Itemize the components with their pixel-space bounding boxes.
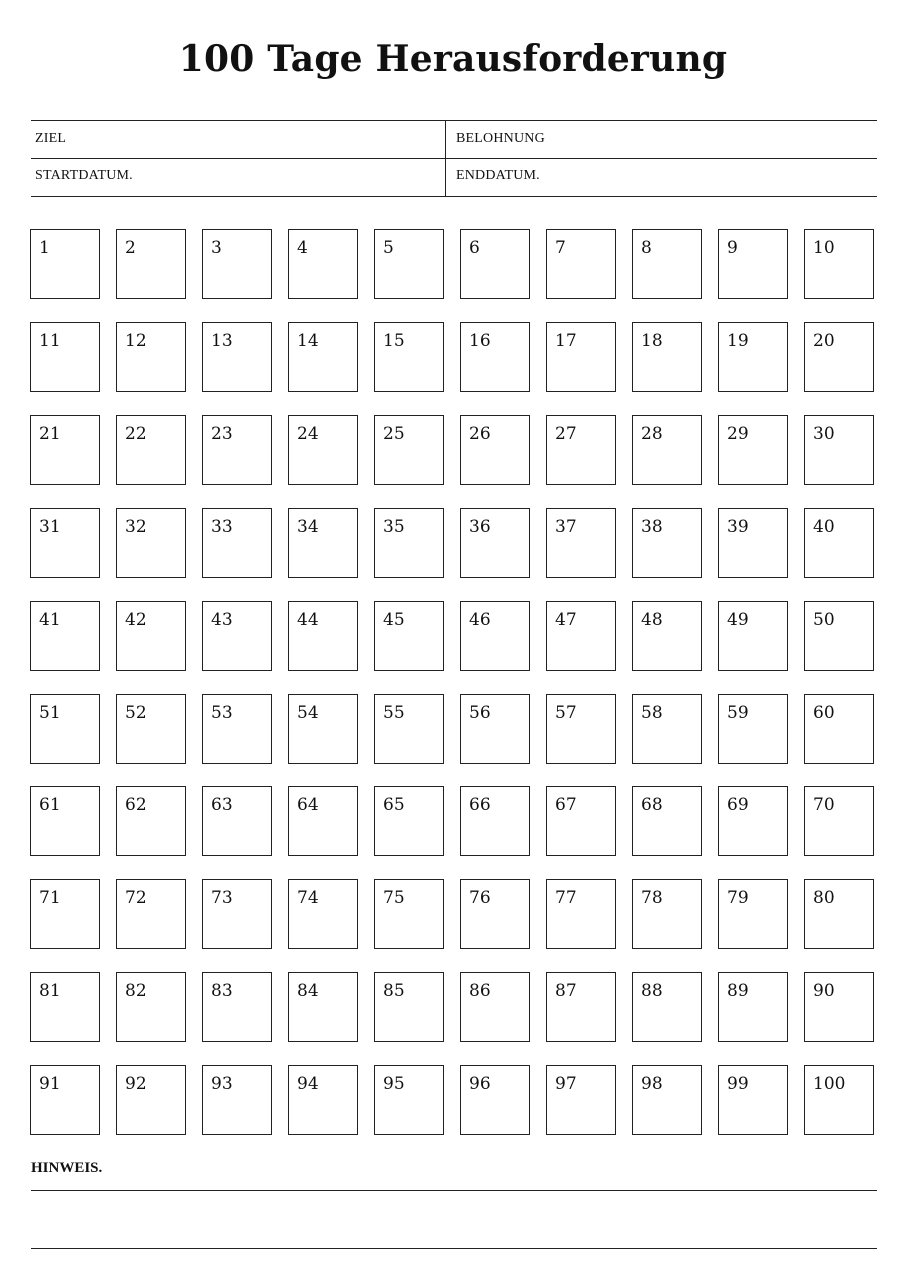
day-box[interactable]	[546, 508, 616, 578]
day-box[interactable]	[718, 229, 788, 299]
day-number: 81	[39, 981, 61, 1001]
info-row-dates	[31, 158, 877, 195]
day-box[interactable]	[202, 972, 272, 1042]
day-box[interactable]	[30, 694, 100, 764]
day-box[interactable]	[116, 694, 186, 764]
day-box[interactable]	[30, 972, 100, 1042]
day-number: 62	[125, 795, 147, 815]
day-number: 9	[727, 238, 738, 258]
notes-line	[31, 1190, 877, 1191]
day-box[interactable]	[632, 601, 702, 671]
start-date-field-label: STARTDATUM.	[35, 168, 133, 183]
day-number: 89	[727, 981, 749, 1001]
day-number: 50	[813, 610, 835, 630]
day-number: 93	[211, 1074, 233, 1094]
day-number: 34	[297, 517, 319, 537]
day-box[interactable]	[546, 415, 616, 485]
day-box[interactable]	[804, 229, 874, 299]
day-number: 43	[211, 610, 233, 630]
day-number: 1	[39, 238, 50, 258]
day-number: 70	[813, 795, 835, 815]
day-number: 33	[211, 517, 233, 537]
day-box[interactable]	[202, 694, 272, 764]
day-box[interactable]	[804, 601, 874, 671]
day-number: 98	[641, 1074, 663, 1094]
day-box[interactable]	[30, 415, 100, 485]
day-box[interactable]	[804, 694, 874, 764]
day-box[interactable]	[116, 415, 186, 485]
day-box[interactable]	[374, 879, 444, 949]
day-number: 24	[297, 424, 319, 444]
day-box[interactable]	[632, 508, 702, 578]
day-box[interactable]	[30, 786, 100, 856]
day-box[interactable]	[632, 229, 702, 299]
day-number: 53	[211, 703, 233, 723]
page-title: 100 Tage Herausforderung	[178, 38, 728, 80]
day-number: 25	[383, 424, 405, 444]
day-number: 32	[125, 517, 147, 537]
day-number: 10	[813, 238, 835, 258]
day-number: 20	[813, 331, 835, 351]
day-number: 92	[125, 1074, 147, 1094]
day-box[interactable]	[288, 694, 358, 764]
day-number: 61	[39, 795, 61, 815]
day-number: 11	[39, 331, 61, 351]
day-box[interactable]	[804, 1065, 874, 1135]
day-box[interactable]	[718, 694, 788, 764]
day-box[interactable]	[632, 879, 702, 949]
day-number: 63	[211, 795, 233, 815]
day-box[interactable]	[632, 322, 702, 392]
day-number: 21	[39, 424, 61, 444]
day-number: 83	[211, 981, 233, 1001]
day-number: 44	[297, 610, 319, 630]
day-box[interactable]	[546, 322, 616, 392]
day-box[interactable]	[718, 879, 788, 949]
day-number: 40	[813, 517, 835, 537]
day-box[interactable]	[718, 972, 788, 1042]
day-box[interactable]	[116, 972, 186, 1042]
day-box[interactable]	[546, 786, 616, 856]
day-number: 58	[641, 703, 663, 723]
day-box[interactable]	[202, 786, 272, 856]
day-box[interactable]	[718, 415, 788, 485]
day-box[interactable]	[288, 322, 358, 392]
day-number: 29	[727, 424, 749, 444]
day-box[interactable]	[804, 508, 874, 578]
day-box[interactable]	[460, 694, 530, 764]
day-number: 90	[813, 981, 835, 1001]
day-number: 15	[383, 331, 405, 351]
day-number: 85	[383, 981, 405, 1001]
day-number: 74	[297, 888, 319, 908]
day-number: 72	[125, 888, 147, 908]
day-number: 8	[641, 238, 652, 258]
day-number: 18	[641, 331, 663, 351]
day-number: 54	[297, 703, 319, 723]
reward-field-label: BELOHNUNG	[456, 131, 545, 146]
day-box[interactable]	[374, 972, 444, 1042]
day-number: 76	[469, 888, 491, 908]
day-box[interactable]	[632, 694, 702, 764]
day-number: 66	[469, 795, 491, 815]
notes-line	[31, 1248, 877, 1249]
day-number: 80	[813, 888, 835, 908]
day-number: 4	[297, 238, 308, 258]
day-number: 6	[469, 238, 480, 258]
day-box[interactable]	[374, 1065, 444, 1135]
day-number: 82	[125, 981, 147, 1001]
day-number: 59	[727, 703, 749, 723]
day-box[interactable]	[202, 322, 272, 392]
day-box[interactable]	[374, 229, 444, 299]
day-box[interactable]	[632, 415, 702, 485]
day-box[interactable]	[460, 879, 530, 949]
day-box[interactable]	[718, 322, 788, 392]
day-number: 64	[297, 795, 319, 815]
day-box[interactable]	[632, 786, 702, 856]
day-number: 30	[813, 424, 835, 444]
day-number: 55	[383, 703, 405, 723]
day-box[interactable]	[202, 229, 272, 299]
day-box[interactable]	[202, 508, 272, 578]
day-box[interactable]	[30, 879, 100, 949]
day-box[interactable]	[460, 1065, 530, 1135]
day-number: 96	[469, 1074, 491, 1094]
notes-label: HINWEIS.	[31, 1160, 103, 1176]
day-box[interactable]	[116, 601, 186, 671]
column-divider	[445, 121, 446, 196]
day-box[interactable]	[718, 786, 788, 856]
day-box[interactable]	[30, 508, 100, 578]
goal-field-label: ZIEL	[35, 131, 67, 146]
day-number: 22	[125, 424, 147, 444]
day-box[interactable]	[116, 1065, 186, 1135]
day-number: 69	[727, 795, 749, 815]
day-box[interactable]	[546, 694, 616, 764]
day-number: 5	[383, 238, 394, 258]
day-box[interactable]	[374, 601, 444, 671]
day-number: 28	[641, 424, 663, 444]
day-number: 45	[383, 610, 405, 630]
day-box[interactable]	[804, 415, 874, 485]
day-number: 27	[555, 424, 577, 444]
day-box[interactable]	[30, 601, 100, 671]
day-box[interactable]	[202, 1065, 272, 1135]
day-number: 14	[297, 331, 319, 351]
day-box[interactable]	[288, 508, 358, 578]
day-number: 65	[383, 795, 405, 815]
day-number: 12	[125, 331, 147, 351]
day-number: 46	[469, 610, 491, 630]
day-box[interactable]	[116, 508, 186, 578]
challenge-info-table	[31, 120, 877, 197]
day-number: 100	[813, 1074, 846, 1094]
day-tracker-grid	[30, 229, 876, 1135]
day-box[interactable]	[116, 322, 186, 392]
day-box[interactable]	[30, 322, 100, 392]
day-number: 60	[813, 703, 835, 723]
end-date-field-label: ENDDATUM.	[456, 168, 540, 183]
day-number: 88	[641, 981, 663, 1001]
day-box[interactable]	[460, 972, 530, 1042]
day-box[interactable]	[288, 1065, 358, 1135]
day-box[interactable]	[30, 229, 100, 299]
day-box[interactable]	[30, 1065, 100, 1135]
day-number: 48	[641, 610, 663, 630]
day-box[interactable]	[288, 972, 358, 1042]
day-box[interactable]	[374, 415, 444, 485]
day-number: 97	[555, 1074, 577, 1094]
day-box[interactable]	[202, 415, 272, 485]
day-number: 71	[39, 888, 61, 908]
day-box[interactable]	[116, 879, 186, 949]
day-number: 36	[469, 517, 491, 537]
day-number: 87	[555, 981, 577, 1001]
day-number: 39	[727, 517, 749, 537]
day-box[interactable]	[460, 415, 530, 485]
day-number: 42	[125, 610, 147, 630]
day-number: 56	[469, 703, 491, 723]
day-box[interactable]	[718, 1065, 788, 1135]
day-box[interactable]	[460, 786, 530, 856]
day-box[interactable]	[804, 786, 874, 856]
day-number: 23	[211, 424, 233, 444]
day-number: 49	[727, 610, 749, 630]
day-number: 52	[125, 703, 147, 723]
day-number: 13	[211, 331, 233, 351]
day-box[interactable]	[718, 601, 788, 671]
day-number: 75	[383, 888, 405, 908]
day-box[interactable]	[374, 322, 444, 392]
day-box[interactable]	[804, 322, 874, 392]
day-box[interactable]	[632, 972, 702, 1042]
day-box[interactable]	[546, 601, 616, 671]
day-box[interactable]	[202, 601, 272, 671]
day-box[interactable]	[288, 601, 358, 671]
day-number: 37	[555, 517, 577, 537]
day-box[interactable]	[374, 508, 444, 578]
day-number: 68	[641, 795, 663, 815]
day-box[interactable]	[546, 879, 616, 949]
day-number: 84	[297, 981, 319, 1001]
day-box[interactable]	[546, 229, 616, 299]
day-number: 77	[555, 888, 577, 908]
day-box[interactable]	[804, 879, 874, 949]
day-number: 78	[641, 888, 663, 908]
day-number: 3	[211, 238, 222, 258]
day-number: 16	[469, 331, 491, 351]
day-number: 94	[297, 1074, 319, 1094]
day-number: 19	[727, 331, 749, 351]
day-box[interactable]	[460, 322, 530, 392]
day-box[interactable]	[718, 508, 788, 578]
day-box[interactable]	[460, 229, 530, 299]
day-box[interactable]	[460, 601, 530, 671]
day-box[interactable]	[374, 694, 444, 764]
day-number: 17	[555, 331, 577, 351]
day-number: 79	[727, 888, 749, 908]
day-box[interactable]	[116, 786, 186, 856]
day-number: 86	[469, 981, 491, 1001]
day-box[interactable]	[288, 229, 358, 299]
day-box[interactable]	[546, 972, 616, 1042]
day-box[interactable]	[288, 415, 358, 485]
day-number: 26	[469, 424, 491, 444]
day-box[interactable]	[288, 786, 358, 856]
day-number: 35	[383, 517, 405, 537]
day-box[interactable]	[546, 1065, 616, 1135]
day-number: 2	[125, 238, 136, 258]
day-box[interactable]	[460, 508, 530, 578]
day-number: 51	[39, 703, 61, 723]
day-box[interactable]	[374, 786, 444, 856]
day-number: 38	[641, 517, 663, 537]
day-number: 99	[727, 1074, 749, 1094]
day-box[interactable]	[632, 1065, 702, 1135]
day-number: 67	[555, 795, 577, 815]
day-number: 7	[555, 238, 566, 258]
day-box[interactable]	[202, 879, 272, 949]
info-row-goal-reward	[31, 121, 877, 159]
day-number: 91	[39, 1074, 61, 1094]
day-number: 47	[555, 610, 577, 630]
day-number: 95	[383, 1074, 405, 1094]
day-box[interactable]	[116, 229, 186, 299]
day-box[interactable]	[804, 972, 874, 1042]
day-number: 73	[211, 888, 233, 908]
day-box[interactable]	[288, 879, 358, 949]
day-number: 57	[555, 703, 577, 723]
day-number: 31	[39, 517, 61, 537]
day-number: 41	[39, 610, 61, 630]
